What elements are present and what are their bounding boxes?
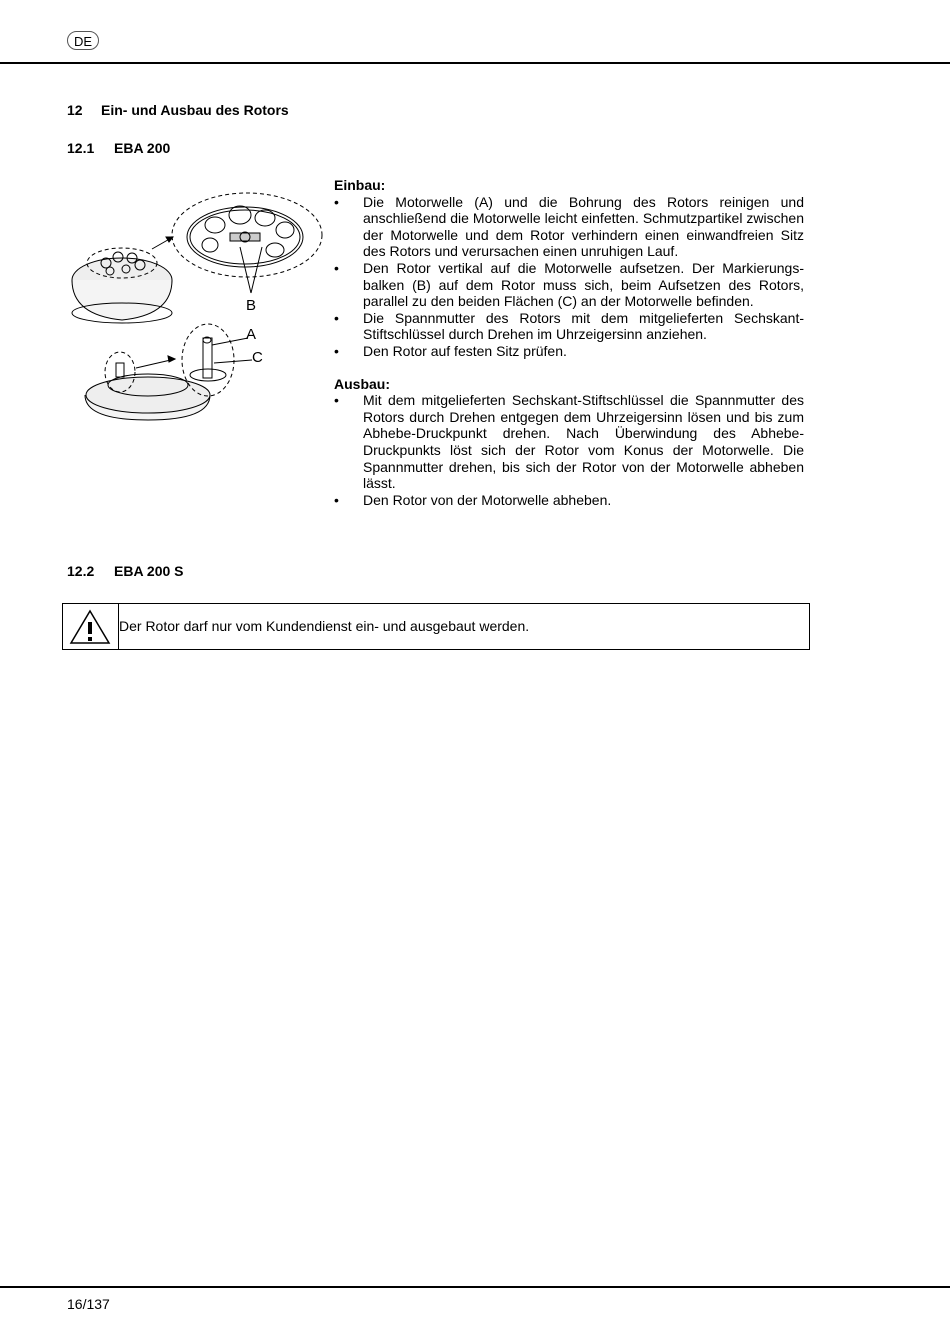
list-item xyxy=(334,343,804,360)
rotor-installation-illustration xyxy=(60,185,330,425)
list-item-text: Die Motorwelle (A) und die Bohrung des Rotors reinigen und anschließend die Motorwelle leicht einfetten. Schmutzpartikel zwischen der Motorwelle und dem Rotor verhindern einen einwandfreien Sitz des Rotors und verursachen einen unruhigen Lauf. xyxy=(363,193,804,260)
einbau-list xyxy=(334,194,804,360)
ausbau-title: Ausbau: xyxy=(334,375,390,392)
warning-triangle-icon xyxy=(69,609,111,645)
label-c: C xyxy=(252,349,263,366)
section-heading xyxy=(67,102,289,118)
list-item-text: Den Rotor vertikal auf die Motorwelle aufsetzen. Der Markierungs-balken (B) auf dem Rotor muss sich, beim Aufsetzen des Rotors, parallel zu den beiden Flächen (C) an der Motorwelle befinden. xyxy=(363,259,804,310)
list-item xyxy=(334,492,804,509)
list-item-text: Den Rotor auf festen Sitz prüfen. xyxy=(363,342,567,359)
language-badge: DE xyxy=(67,31,99,50)
rotor-small-drawing xyxy=(72,248,172,323)
page-number: 16/137 xyxy=(67,1296,110,1312)
instructions-column xyxy=(334,177,804,508)
list-item xyxy=(334,260,804,310)
list-item-text: Die Spannmutter des Rotors mit dem mitgelieferten Sechskant-Stiftschlüssel durch Drehen im Uhrzeigersinn anziehen. xyxy=(363,309,804,343)
list-item-text: Den Rotor von der Motorwelle abheben. xyxy=(363,491,612,508)
list-item xyxy=(334,194,804,260)
subsection-title: EBA 200 S xyxy=(114,563,184,579)
subsection-number: 12.2 xyxy=(67,563,95,579)
list-item xyxy=(334,310,804,343)
bullet-icon: • xyxy=(334,309,339,326)
footer-rule xyxy=(0,1286,950,1288)
rotor-magnified-drawing xyxy=(172,193,322,277)
list-item xyxy=(334,392,804,492)
ausbau-list xyxy=(334,392,804,508)
shaft-magnified-drawing xyxy=(182,324,234,396)
bullet-icon: • xyxy=(334,342,339,359)
section-number: 12 xyxy=(67,102,83,118)
label-a: A xyxy=(246,326,257,343)
warning-box xyxy=(62,603,810,650)
list-item-text: Mit dem mitgelieferten Sechskant-Stiftschlüssel die Spannmutter des Rotors durch Drehen entgegen dem Uhrzeigersinn lösen und bis zum Abhebe-Druckpunkt drehen. Nach Überwindung des Abhebe-Druckpunkts löst sich der Rotor vom Konus der Motorwelle. Die Spannmutter drehen, bis sich der Rotor von der Motorwelle abheben lässt. xyxy=(363,392,804,492)
subsection-number: 12.1 xyxy=(67,140,95,156)
bullet-icon: • xyxy=(334,392,339,409)
einbau-title: Einbau: xyxy=(334,177,386,193)
subsection-heading-eba200s xyxy=(67,563,184,579)
subsection-title: EBA 200 xyxy=(114,140,171,156)
subsection-heading-eba200 xyxy=(67,140,170,156)
bullet-icon: • xyxy=(334,259,339,276)
bullet-icon: • xyxy=(334,491,339,508)
header-rule xyxy=(0,62,950,64)
motor-base-drawing xyxy=(85,352,210,420)
label-b: B xyxy=(246,297,257,314)
section-title: Ein- und Ausbau des Rotors xyxy=(101,102,289,118)
warning-text: Der Rotor darf nur vom Kundendienst ein- und ausgebaut werden. xyxy=(119,618,530,634)
bullet-icon: • xyxy=(334,193,339,210)
